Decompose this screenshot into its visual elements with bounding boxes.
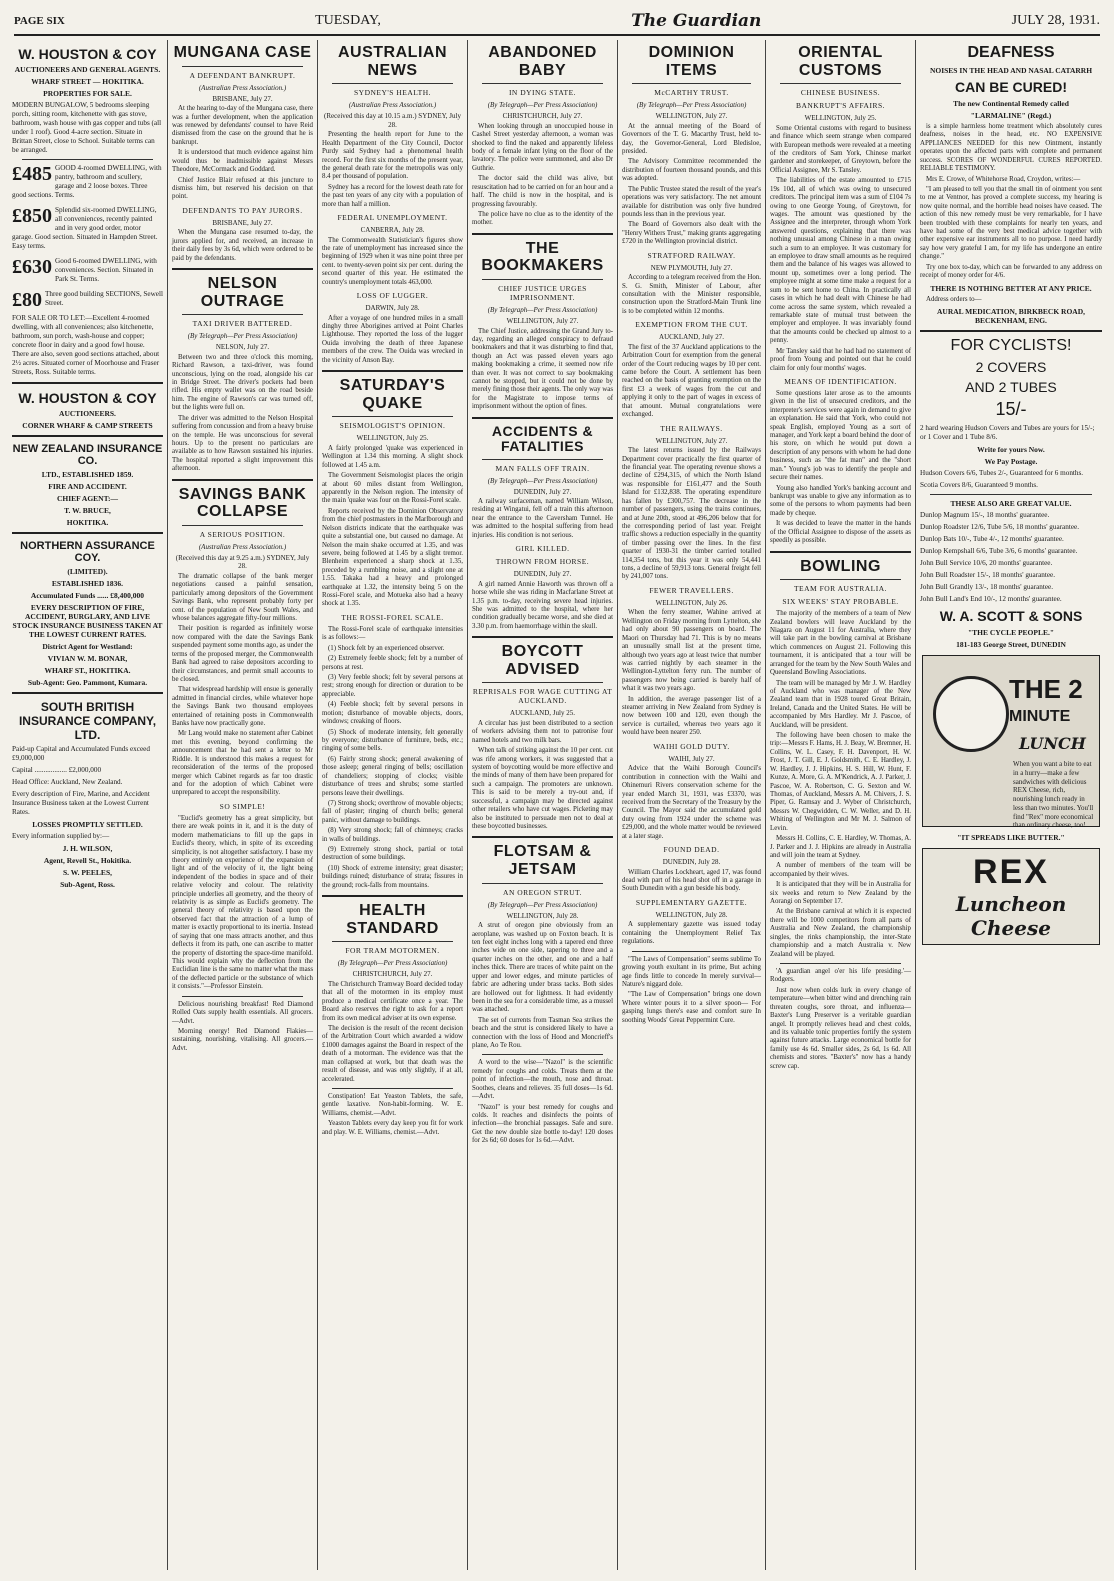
divider [632, 83, 751, 84]
divider [930, 494, 1092, 495]
ad-south-british-title: SOUTH BRITISH INSURANCE COMPANY, LTD. [18, 700, 157, 742]
paragraph: Mr Tansley said that he had had no statement of proof from Young and pointed out that he could claim for only four months' wages. [770, 347, 911, 372]
divider [332, 1088, 453, 1089]
headline: HEALTH STANDARD [346, 902, 439, 937]
ad-northern-title: NORTHERN ASSURANCE COY. [20, 540, 155, 564]
press-credit: (By Telegraph—Per Press Association) [337, 959, 448, 968]
headline: ABANDONED BABY [488, 44, 597, 79]
ad-line: THERE IS NOTHING BETTER AT ANY PRICE. [930, 283, 1092, 293]
paragraph: (10) Shock of extreme intensity; great disaster; buildings ruined; disturbance of strata; fissures in the ground; rock-falls from mountains. [322, 864, 463, 889]
lunch-ad-word: THE [1009, 674, 1061, 705]
press-credit: (By Telegraph—Per Press Association) [487, 476, 598, 485]
paragraph: Messrs H. Collins, C. E. Hardley, W. Thomas, A. J. Parker and J. J. Hipkins are already in Australia and will join the team at Sydney. [770, 835, 911, 859]
paragraph: The Chief Justice, addressing the Grand Jury to-day, regarding an alleged conspiracy to defraud bookmakers and that it was disturbing to find that, though an Act was passed eleven years ago making bookmaking a crime, it seemed now rife than ever. It was not correct to say bookmaking cannot be stopped, but it could not be done by merely fining those their agents. The only way was for the Magistrate to impose terms of imprisonment without the option of fines. [472, 327, 613, 411]
lunch-ad-text [1009, 674, 1083, 705]
paragraph: Reports received by the Dominion Observatory from the chief postmasters in the Marlborough and Nelson districts indicate that the earthquake was quite a substantial one, but caused no damage. At Nelson the main shake occurred at 1.35, and was severe, being followed at 1.45 by a slight tremor. Blenheim experienced a sharp shock at 1.35, preceded by a rumbling noise, and a slight one at 1.55. Takaka had a heavy and prolonged earthquake at 1.32, the intensity being 5 on the Rossi-Forel scale, and Motueka also had a heavy shock at 1.35. [322, 507, 463, 608]
ad-cyclists-title: FOR CYCLISTS! [950, 337, 1072, 355]
subheading: A SERIOUS POSITION. [199, 529, 286, 539]
paragraph: The driver was admitted to the Nelson Hospital suffering from concussion and from a heavy bruise on the temple. He was unconscious for several hours. Up to the present no particulars are available as to how Rawson sustained his injuries. The hospital reported a slight improvement this afternoon. [172, 414, 313, 473]
divider [482, 459, 603, 460]
paragraph: At the annual meeting of the Board of Governors of the T. G. Macarthy Trust, held to-day, the Governor-General, Lord Bledisloe, presided. [622, 122, 761, 155]
paragraph: The Commonwealth Statistician's figures show the rate of unemployment has increased since the beginning of 1929 when it was nine point three per cent. to twenty-seven point six per cent. during the second quarter of this year. He estimated the country's unemployment totals 463,000. [322, 236, 463, 286]
ad-line: HOKITIKA. [66, 518, 109, 527]
subheading: FEDERAL UNEMPLOYMENT. [337, 213, 448, 223]
paragraph: (7) Strong shock; overthrow of movable objects; fall of plaster; ringing of church bells; general panic, without damage to buildings. [322, 799, 463, 824]
lunch-ad-word: MINUTE [1009, 708, 1071, 726]
date: JULY 28, 1931. [1011, 13, 1100, 28]
dateline: (Received this day at 9.25 a.m.) SYDNEY, July 28. [175, 553, 310, 571]
advert: "Nazol" is your best remedy for coughs and colds. It reaches and disinfects the points of infection—the bronchial passages. Safe and sure. Get the new double size bottle to-day! 120 doses for 2s 6d; 60 doses for 1s 6d.—Advt. [472, 1103, 613, 1145]
headline: THE BOOKMAKERS [481, 239, 604, 275]
divider [12, 692, 163, 694]
divider [182, 996, 303, 997]
ad-line: PROPERTIES FOR SALE. [43, 89, 132, 98]
ad-line: NOISES IN THE HEAD AND NASAL CATARRH [929, 66, 1093, 75]
ad-line: LTD., ESTABLISHED 1859. [41, 470, 134, 479]
paragraph: After a voyage of one hundred miles in a small dinghy three Aborigines arrived at Point Charles Lighthouse. They reported the loss of the lugger Ouida involving the death of three Japanese members of the crew. The Ouida was wrecked in the vicinity of Anson Bay. [322, 314, 463, 364]
price: £630 [12, 256, 52, 278]
paragraph: A fairly prolonged 'quake was experienced in Wellington at 1.34 this morning. A slight shock followed at 1.45 a.m. [322, 444, 463, 469]
subheading: MEANS OF IDENTIFICATION. [784, 376, 897, 386]
property-listing [12, 206, 163, 251]
advert: "The Laws of Compensation" seems sublime To growing youth exultant in its prime, But aching age finds little to concede In merely survival—Nature's niggard dole. [622, 955, 761, 988]
subheading: SYDNEY'S HEALTH. [354, 88, 431, 98]
dateline: DARWIN, July 28. [365, 304, 420, 313]
paragraph: Try one box to-day, which can be forwarded to any address on receipt of money order for 4/6. [920, 263, 1102, 280]
ad-line: S. W. PEELES, [63, 868, 112, 877]
subheading: SUPPLEMENTARY GAZETTE. [635, 897, 748, 907]
dateline: WELLINGTON, July 27. [655, 436, 728, 445]
subheading: LOSS OF LUGGER. [356, 291, 429, 301]
dateline: WELLINGTON, July 28. [506, 911, 579, 920]
divider [472, 636, 613, 638]
dateline: NELSON, July 27. [215, 343, 270, 352]
lunch-ad-number: 2 [1068, 674, 1083, 705]
paragraph: (8) Very strong shock; fall of chimneys; cracks in walls of buildings. [322, 827, 463, 843]
press-credit: (By Telegraph—Per Press Association) [487, 101, 598, 110]
ad-deafness-title: DEAFNESS [967, 44, 1055, 61]
ad-text: Scotia Covers 8/6, Guaranteed 9 months. [920, 481, 1038, 490]
subheading: A DEFENDANT BANKRUPT. [189, 70, 296, 80]
property-listing [12, 164, 163, 200]
paragraph: That widespread hardship will ensue is generally admitted in financial circles, while whatever hope the Savings Bank two thousand employees entertained of retaining posts in Commonwealth Banks have now practically gone. [172, 686, 313, 728]
paragraph: Mrs E. Crowe, of Whitehorse Road, Croydon, writes:— [926, 175, 1081, 183]
paragraph: The first of the 37 Auckland applications to the Arbitration Court for exemption from the general order of the Court reducing wages by 10 per cent. came before the Court. A settlement has been reached on the basis of granting exemption on the first £3 a week of wages from the cut and applying it only to the part of wages in excess of that amount. Mutual congratulations were exchanged. [622, 343, 761, 419]
advert: "The Law of Compensation" brings one down Where winter pours it to a silver spoon— For gasping lungs there's ease and comfort sure In soothing Woods' Great Peppermint Cure. [622, 991, 761, 1024]
subheading: AN OREGON STRUT. [503, 887, 582, 897]
paragraph: Some Oriental customs with regard to business and finance which seem strange when compared with European methods were revealed at a meeting of the creditors of Sam York, Chinese market gardener and storekeeper, of Greytown, before the Official Assignee, Mr S. Tansley. [770, 124, 912, 174]
divider [182, 66, 303, 67]
columns [8, 40, 1106, 1570]
paragraph: (6) Fairly strong shock; general awakening of those asleep; general ringing of bells; oscillation of chandeliers; stopping of clocks; visible disturbance of trees and shrubs; some startled persons leave their dwellings. [322, 755, 463, 797]
dateline: WAIHI, July 27. [668, 754, 715, 763]
divider [332, 416, 453, 417]
subheading: IN DYING STATE. [508, 88, 577, 98]
dateline: (Received this day at 10.15 a.m.) SYDNEY, July 28. [324, 112, 461, 129]
paragraph: The Christchurch Tramway Board decided today that all of the motormen in its employ must produce a medical certificate once a year. The Board also reserves the right to ask for a report from its own medical adviser at its own expense. [322, 980, 463, 1022]
paragraph: The latest returns issued by the Railways Department cover practically the first quarter of the financial year. The operating revenue shows a decline of £294,315, of which the North Island was responsible for £161,477 and the South Island for £132,838. The operating expenditure has fallen by £300,757. The decrease in the number of passengers, using the trains continues, and at June 20th, stood at 496,206 below that for the corresponding period of last year. Freight traffic shows a reduction especially in the quantity of timber passing over the lines. In the first quarter of 1930-31 the timber carried totalled 114,354 tons, but this year it was only 54,441 tons, a decline of 59,913 tons. General freight fell by 241,007 tons. [622, 447, 761, 581]
page-number: PAGE SIX [14, 15, 65, 27]
ad-line: THESE ALSO ARE GREAT VALUE. [950, 499, 1072, 509]
paragraph: "Euclid's geometry has a great simplicity, but there are weak points in it, and it is the duty of modern mathematicians to fill up the gaps in Euclid's theory, which, in spite of its exceeding simplicity, is not altogether satisfactory. I base my theory entirely on experience of the expansion of light and of the velocity of it, the light being independent of the bodies in space and of their relative velocity and colour. The relativity principle underlies all geometry, and the theory of relativity is as simple as Euclid's geometry. The general theory of relativity is based upon the observed fact that the attraction of a lump of matter is exactly proportional to its inertia. Instead of saying that one mass attracts another, and thus deflects it from its path, one can ascribe to matter the property of distorting the space-time manifold. This would explain why the deflection from the Euclidian line is the same no matter what the mass of the deflected particle or the substance of which it consists."—Professor Einstein. [172, 814, 313, 991]
paragraph: The doctor said the child was alive, but resuscitation had to be carried on for an hour and a half. The child is now in the hospital, and is progressing favourably. [472, 175, 613, 208]
ad-line: J. H. WILSON, [62, 844, 113, 853]
subheading: CHIEF JUSTICE URGES IMPRISONMENT. [498, 283, 587, 302]
ad-text: Every information supplied by:— [12, 832, 110, 840]
divider [22, 159, 153, 160]
paper-title: The Guardian [631, 11, 762, 31]
paragraph: (5) Shock of moderate intensity, felt generally by everyone; disturbance of furniture, beds, etc.; ringing of some bells. [322, 728, 463, 753]
subheading: SEISMOLOGIST'S OPINION. [339, 421, 446, 431]
paragraph: Chief Justice Blair refused at this juncture to dismiss him, but reserved his decision on that point. [172, 176, 313, 201]
divider [482, 83, 603, 84]
paragraph: William Charles Lockheart, aged 17, was found dead with part of his head shot off in a garage in South Dunedin with a gun beside his body. [622, 868, 761, 893]
paragraph: The dramatic collapse of the bank merger negotiations caused a painful sensation, particularly among depositors of the Government Savings Bank, who represent probably forty per cent. of the population of New South Wales, and whose balances aggregate fifty-four millions. [172, 572, 313, 622]
paragraph: The liabilities of the estate amounted to £715 19s 10d, all of which was owing to unsecured creditors. The principal item was a sum of £104 7s owing to one George Young, of Greytown, for wages. The amount was questioned by the Assignee and the interpreter, through whom York answered questions, explaining that there was nothing unusual among Chinese in a man owing such a sum to an employee. It was customary for an employee to draw small amounts as he required them and the balance of his wages was allowed to mount up, sometimes over a long period. The employee might at some time make a request for a sum to be sent home to China. In practically all cases in which he had dealt with Chinese he had come across the same system, which revealed a remarkable state of mutual trust between the employer and employee. It was invariably found that the amounts could be checked up almost to a penny. [770, 177, 911, 345]
listing-text: Splendid six-roomed DWELLING, all conveniences, recently painted and in very good order, motor garage. Good section. Situated in Hampden Street. Easy terms. [12, 206, 158, 250]
paragraph: The Public Trustee stated the result of the year's operations was very satisfactory. The net amount available for distribution was only five hundred pounds less than in the previous year. [622, 185, 761, 218]
dateline: NEW PLYMOUTH, July 27. [650, 263, 733, 272]
ad-line: LOSSES PROMPTLY SETTLED. [32, 820, 143, 829]
paragraph: The set of currents from Tasman Sea strikes the beach and the strut is considered likely to have a connection with the loss of Hood and Moncrieff's plane, Ao Te Rou. [472, 1016, 613, 1050]
paragraph: It is anticipated that they will be in Australia for six weeks and return to New Zealand by the Aorangi on September 17. [770, 881, 911, 906]
paragraph: The Advisory Committee recommended the distribution of fourteen thousand pounds, and this was adopted. [622, 158, 761, 183]
paragraph: (1) Shock felt by an experienced observer. [328, 644, 445, 652]
subheading: CHINESE BUSINESS. [800, 88, 881, 98]
ad-line: 2 COVERS [975, 359, 1047, 376]
day: TUESDAY, [315, 13, 381, 28]
dateline: BRISBANE, July 27. [212, 94, 273, 103]
column-1 [8, 40, 168, 1570]
advert: Just now when colds lurk in every change of temperature—when bitter wind and drenching rain threaten coughs, sore throat, and influenza—Baxter's Lung Preserver is a veritable guardian angel. It promptly relieves head and chest colds, and its valuable tonic properties fortify the system against future attacks. Large economical bottle for family use 4s 6d. Smaller sides, 2s 6d, 1s 6d. All chemists and stores. "Baxter's" now has a handy screw cap. [770, 986, 911, 1070]
advert: 'A guardian angel o'er his life presiding.'—Rodgers. [770, 968, 911, 984]
price: £850 [12, 205, 52, 227]
press-credit: (By Telegraph—Per Press Association) [636, 101, 747, 110]
headline: SAVINGS BANK COLLAPSE [178, 485, 307, 521]
ad-line: Write for yours Now. [977, 445, 1045, 455]
paragraph: The Government Seismologist places the origin at about 60 miles distant from Wellington, apparently in the Nelson region. The intensity of the main 'quake was four on the Rossi-Forel scale. [322, 472, 463, 505]
subheading: GIRL KILLED. [515, 544, 570, 554]
dateline: DUNEDIN, July 27. [513, 487, 572, 496]
paragraph: Advice that the Waihi Borough Council's contribution in connection with the Waihi and Ohinemuri Rivers conservation scheme for the year ended March 31, 1931, was £3370, was received from the Secretary of the Treasury by the Council. The Mayor said the accumulated gold duty owing from 1924 under the scheme was £29,000, and the whole matter would be reviewed at a later stage. [622, 765, 761, 840]
dateline: AUCKLAND, July 27. [659, 333, 724, 342]
paragraph: The following have been chosen to make the trip:—Messrs F. Hams, H. J. Beay, W. Bremner, H. Collins, W. L. Casey, F. H. Davenport, H. W. Frost, J. T. Gill, E. J. Goldsmith, C. E. Hardley, J. W. Hardley, J. J. Hipkins, H. S. Hill, W. Hunt, F. Kunze, A. More, G. A. M'Kendrick, A. J. Parker, J. Pascoe, W. A. Robertson, C. G. Sexton and W. Thomas, of Auckland, Messrs A. M. Chivers, J. S. Piper, G. Ramsay and J. Wyber of Christchurch, Messrs W. Chegwidden, C. W. Weller, and D. H. Whiting of Wellington and Mr M. J. Salmon of Levin. [770, 732, 911, 832]
ad-line: "LARMALINE" (Regd.) [970, 111, 1052, 120]
ad-line: "IT SPREADS LIKE BUTTER." [957, 833, 1065, 843]
rex-logo: REX [973, 853, 1049, 892]
advert: Constipation! Eat Yeaston Tablets, the safe, gentle laxative. Non-habit-forming. W. E. Williams, chemist.—Advt. [322, 1092, 463, 1117]
dateline: WELLINGTON, July 25. [356, 434, 429, 443]
divider [172, 268, 313, 270]
paragraph: (9) Extremely strong shock, partial or total destruction of some buildings. [322, 846, 463, 862]
ad-line: FIRE AND ACCIDENT. [48, 482, 127, 491]
subheading: FOR TRAM MOTORMEN. [345, 946, 440, 956]
subheading: THE RAILWAYS. [660, 423, 723, 433]
divider [920, 330, 1102, 332]
press-credit: (By Telegraph—Per Press Association) [187, 332, 298, 341]
paragraph: Presenting the health report for June to the Health Department of the City Council, Doctor Purdy said Sydney had a phenomenal health record. For the first six months of the present year, the general death rate for the metropolis was only 8.4 per thousand of population. [322, 131, 463, 181]
tyre-item: Dunlop Roadster 12/6, Tube 5/6, 18 months' guarantee. [920, 523, 1080, 532]
tyre-item: Dunlop Magnum 15/-, 18 months' guarantee. [920, 511, 1050, 520]
dateline: AUCKLAND, July 25. [510, 709, 575, 718]
paragraph: It is understood that much evidence against him would thus be inadmissible against Messrs Theodore, McCormack and Goddard. [172, 149, 313, 174]
dateline: WELLINGTON, July 27. [506, 316, 579, 325]
lunch-ad-body: When you want a bite to eat in a hurry—make a few sandwiches with delicious REX Cheese, rich, nourishing lunch ready in less than two minutes. You'll find "Rex" more economical than ordinary cheese, too! [1013, 760, 1094, 830]
headline: ACCIDENTS & FATALITIES [491, 422, 594, 455]
dateline: WELLINGTON, July 28. [655, 910, 728, 919]
subheading: THROWN FROM HORSE. [495, 557, 590, 567]
paragraph: A number of members of the team will be accompanied by their wives. [770, 862, 911, 878]
subheading: SIX WEEKS' STAY PROBABLE. [782, 597, 899, 607]
divider [632, 951, 751, 952]
headline: DOMINION ITEMS [648, 44, 735, 79]
headline: MUNGANA CASE [173, 44, 312, 61]
headline: FLOTSAM & JETSAM [493, 843, 592, 878]
paragraph: In addition, the average passenger list of a steamer arriving in New Zealand from Sydney is now between 100 and 120, even though the service is curtailed, whereas two years ago it would have been nearer 250. [622, 695, 761, 737]
paragraph: (4) Feeble shock; felt by several persons in motion; disturbance of movable objects, doors, windows; creaking of floors. [322, 701, 463, 726]
divider [182, 314, 303, 315]
paragraph: (2) Extremely feeble shock; felt by a number of persons at rest. [322, 655, 463, 671]
paragraph: Mr Lang would make no statement after Cabinet met this evening, beyond confirming the announcement that he had sent a letter to Mr Riddle. It is understood this makes a request for reconsideration of the terms of the proposed merger which Cabinet regards as far too drastic and for the adoption of which Cabinet were unprepared to accept the responsibility. [172, 730, 313, 797]
advert: Yeaston Tablets every day keep you fit for work and play. W. E. Williams, chemist.—Advt. [322, 1120, 463, 1136]
paragraph: According to a telegram received from the Hon. S. G. Smith, Minister of Labour, after consultation with the Minister responsible, construction upon the Stratford-Main Trunk line is to be completed within 12 months. [622, 274, 761, 315]
paragraph: At the hearing to-day of the Mungana case, there was a further development, when the application was renewed by defendants' counsel to have Reid dismissed from the case on the ground that he is bankrupt. [172, 105, 313, 146]
paragraph: When the ferry steamer, Wahine arrived at Wellington on Friday morning from Lyttelton, she had only about 90 passengers on board. The Maori on Thursday had 71. This is by no means an unusually small list at the present time, although two years ago at least twice that number was carried nightly by each steamer in the Wellington-Lyttelton ferry run. The number of passengers now being carried is barely half of what it was two years ago. [622, 609, 761, 693]
subheading: THE ROSSI-FOREL SCALE. [341, 612, 444, 622]
column-5 [618, 40, 766, 1570]
dateline: WELLINGTON, July 27. [655, 112, 728, 121]
paragraph: Between two and three o'clock this morning, Richard Rawson, a taxi-driver, was found unconscious, lying on the road, alongside his car in Bridge Street. The driver's pockets had been rifled. His empty wallet was on the road beside him. The engine of Rawson's car was turned off, but the lights were full on. [172, 353, 313, 412]
ad-text: Paid-up Capital and Accumulated Funds exceed £9,000,000 [12, 745, 150, 762]
column-4 [468, 40, 618, 1570]
ad-text: MODERN BUNGALOW, 5 bedrooms sleeping porch, sitting room, kitchenette with gas stove, bathroom, wash house with gas copper and tubs (all under 1 roof). Good 4-acre section. Situate in Brittan Street, close to School. Suitable terms can be arranged. [12, 101, 162, 154]
ad-text: FOR SALE OR TO LET:—Excellent 4-roomed dwelling, with all conveniences; also kitchenette, bathroom, sun porch, wash-house and copper; concrete floor in dairy and a good fowl house. There are also, seven good sections attached, about 2½ acres. Situated corner of Moorhouse and Fraser Streets, Ross. Suitable terms. [12, 314, 160, 376]
headline: AUSTRALIAN NEWS [338, 44, 447, 79]
paragraph: When the Mungana case resumed to-day, the jurors applied for, and received, an increase in their daily fees by 3s 6d, which were ordered to be paid by the defendants. [172, 229, 313, 262]
advert: A word to the wise—"Nazol" is the scientific remedy for coughs and colds. Treats them at the point of infection—the mouth, nose and throat. Soothes, cleans and relieves. 35 full doses—1s 6d.—Advt. [472, 1059, 613, 1101]
ad-line: WHARF ST., HOKITIKA. [44, 666, 131, 675]
tyre-item: Dunlop Bats 10/-, Tube 4/-, 12 months' guarantee. [920, 535, 1064, 544]
paragraph: A circular has just been distributed to a section of workers advising them not to patronise four named hotels and two milk bars. [472, 719, 613, 744]
subheading: TEAM FOR AUSTRALIA. [793, 584, 888, 594]
divider [472, 233, 613, 235]
ad-line: WHARF STREET — HOKITIKA. [31, 77, 144, 86]
subheading: DEFENDANTS TO PAY JURORS. [182, 205, 303, 215]
rex-product: Luncheon Cheese [955, 892, 1067, 941]
column-6 [766, 40, 916, 1570]
ad-line: Sub-Agent, Ross. [60, 880, 115, 889]
headline: NELSON OUTRAGE [200, 274, 285, 310]
divider [780, 963, 901, 964]
dateline: DUNEDIN, July 28. [662, 858, 721, 867]
ad-nz-insurance-title: NEW ZEALAND INSURANCE CO. [12, 443, 163, 467]
press-credit: (Australian Press Association.) [198, 542, 287, 551]
subheading: STRATFORD RAILWAY. [647, 250, 736, 260]
paragraph: Sydney has a record for the lowest death rate for the past ten years of any city with a population of more than half a million. [322, 183, 463, 208]
paragraph: When looking through an unoccupied house in Cashel Street yesterday afternoon, a woman was shocked to find the naked and apparently lifeless body of a female infant lying on the floor of the lavatory. The police were summoned, and also Dr Guthrie. [472, 122, 613, 172]
ad-line: Sub-Agent: Geo. Pammont, Kumara. [27, 678, 148, 687]
divider [182, 525, 303, 526]
dateline: WELLINGTON, July 25. [804, 114, 877, 123]
dateline: CANBERRA, July 28. [360, 226, 425, 235]
ad-text: Head Office: Auckland, New Zealand. [12, 778, 123, 786]
dateline: DUNEDIN, July 27. [513, 570, 572, 579]
divider [12, 435, 163, 437]
listing-text: GOOD 4-roomed DWELLING, with pantry, bathroom and scullery, garage and 2 loose boxes. Three good sections. Terms. [12, 164, 162, 199]
subheading: McCARTHY TRUST. [654, 88, 729, 98]
advert: Delicious nourishing breakfast! Red Diamond Rolled Oats supply health essentials. All grocers.—Advt. [172, 1000, 313, 1025]
property-listing [12, 289, 163, 311]
property-listing [12, 257, 163, 284]
listing-text: Three good building SECTIONS, Sewell Street. [45, 290, 163, 307]
subheading: EXEMPTION FROM THE CUT. [635, 320, 748, 330]
ad-text: 2 hard wearing Hudson Covers and Tubes are yours for 15/-; or 1 Cover and 1 Tube 8/6. [920, 424, 1095, 442]
price: £80 [12, 289, 42, 311]
column-2 [168, 40, 318, 1570]
masthead [14, 8, 1100, 36]
dateline: CHRISTCHURCH, July 27. [352, 970, 433, 979]
paragraph: A railway surfaceman, named William Wilson, residing at Wingatui, fell off a train this afternoon near the entrance to the Caversham Tunnel. He was admitted to the hospital suffering from head injuries. His condition is not serious. [472, 498, 613, 539]
ad-line: T. W. BRUCE, [64, 506, 111, 515]
divider [780, 83, 901, 84]
divider [472, 417, 613, 419]
paragraph: Some questions later arose as to the amounts given in the list of unsecured creditors, and the interpreter's services were again in demand to give an explanation. He said that York, who could not speak English, employed Young as a sort of manager, and York kept a board behind the door of his store, on which he would put down a description of any persons with whom he had done business, such as "the fat man" and the "short man." Young's job was to identify the people and secure their names. [770, 389, 911, 482]
paragraph: "I am pleased to tell you that the small tin of ointment you sent to me at Ventnor, has proved a complete success, my hearing is now quite normal, and the horrible head noises have ceased. The action of this new remedy must be very remarkable, for I have been troubled with these complaints for nearly ten years, and have had some of the very best medical advice together with other expensive ear instruments all to no purpose. I need hardly say how very grateful I am, for my life has undergone an entire change." [920, 185, 1102, 261]
ad-line: CHIEF AGENT:— [56, 494, 119, 503]
subheading: BANKRUPT'S AFFAIRS. [795, 101, 886, 111]
divider [482, 682, 603, 683]
press-credit: (Australian Press Association.) [198, 83, 287, 92]
subheading: FEWER TRAVELLERS. [649, 585, 734, 595]
tyre-item: Dunlop Kempshall 6/6, Tube 3/6, 6 months' guarantee. [920, 547, 1078, 556]
ad-text: Every description of Fire, Marine, and Accident Insurance Business taken at the Lowest Current Rates. [12, 790, 150, 816]
headline: BOWLING [800, 557, 881, 575]
press-credit: (Australian Press Association.) [348, 101, 437, 110]
divider [780, 579, 901, 580]
ad-line: Agent, Revell St., Hokitika. [43, 856, 132, 865]
paragraph: Their position is regarded as infinitely worse now compared with the date the Savings Bank suspended payment some months ago, as under the terms of the proposed merger, the Commonwealth Bank had agreed to raise depositors according to their circumstances, and permit small accounts to be closed. [172, 625, 313, 683]
headline: SATURDAY'S QUAKE [339, 377, 446, 412]
paragraph: A strut of oregon pine obviously from an aeroplane, was washed up on Foxton beach. It is ten feet eight inches long with a tapered end three inches wide on one side, tapering to three and a quarter inches on the other, and one and a half inches thick. There are traces of white paint on the upper and lower edges, and minute particles of fabric are adhering under brass tacks. Both sides are hollowed out for lightness. It had evidently been in the sea for a considerable time, as a mussel was attached. [472, 922, 613, 1014]
ad-line: 181-183 George Street, DUNEDIN [956, 640, 1066, 650]
rex-lunch-ad [922, 655, 1100, 830]
divider [332, 941, 453, 942]
press-credit: (By Telegraph—Per Press Association) [487, 305, 598, 314]
ad-line: "THE CYCLE PEOPLE." [967, 628, 1055, 638]
ad-text: Capital .................. £2,000,000 [12, 766, 102, 774]
tyre-item: John Bull Roadster 15/-, 18 months' guarantee. [920, 571, 1056, 580]
ad-line: ESTABLISHED 1836. [51, 579, 124, 588]
divider [172, 479, 313, 481]
paragraph: The Rossi-Forel scale of earthquake intensities is as follows:— [322, 625, 463, 642]
ad-houston-title: W. HOUSTON & COY [18, 390, 157, 406]
price: £485 [12, 163, 52, 185]
dateline: BRISBANE, July 27. [212, 218, 273, 227]
ad-price: 15/- [995, 399, 1027, 420]
headline: BOYCOTT ADVISED [501, 643, 584, 678]
paragraph: (3) Very feeble shock; felt by several persons at rest; strong enough for direction or duration to be appreciable. [322, 674, 463, 698]
paragraph: A supplementary gazette was issued today containing the Unemployment Relief Tax regulations. [622, 921, 761, 946]
ad-line: CAN BE CURED! [955, 79, 1067, 95]
headline: ORIENTAL CUSTOMS [798, 44, 883, 79]
lunch-ad-word: LUNCH [1019, 734, 1086, 754]
divider [322, 370, 463, 372]
paragraph: The majority of the members of a team of New Zealand bowlers will leave Auckland by the Niagara on August 11 for Australia, where they will take part in the bowling carnival at Brisbane which commences on August 21. Following this tournament, it is anticipated that a tour will be arranged for the team by the New South Wales and Queensland Bowling Associations. [770, 610, 911, 677]
subheading: SO SIMPLE! [219, 801, 266, 811]
paragraph: Young also handled York's banking account and bankrupt was unable to give any information as to some of the persons to whom payments had been made by cheque. [770, 484, 911, 517]
ad-line: CORNER WHARF & CAMP STREETS [22, 421, 153, 430]
ad-line: Accumulated Funds ...... £8,400,000 [30, 591, 145, 600]
subheading: FOUND DEAD. [663, 845, 720, 855]
subheading: TAXI DRIVER BATTERED. [192, 319, 293, 329]
paragraph: is a simple harmless home treatment which absolutely cures deafness, noises in the head, etc. NO EXPENSIVE APPLIANCES NEEDED for this new Ointment, instantly operates upon the affected parts with complete and permanent success. SCORES OF WONDERFUL CURES REPORTED. RELIABLE TESTIMONY. [920, 123, 1102, 173]
ad-line: AURAL MEDICATION, BIRKBECK ROAD, BECKENHAM, ENG. [936, 307, 1085, 326]
ad-line: AUCTIONEERS AND GENERAL AGENTS. [14, 65, 161, 74]
divider [12, 382, 163, 384]
advert: Morning energy! Red Diamond Flakies—sustaining, nourishing, vitalising. All grocers.—Advt. [172, 1027, 313, 1052]
tyre-item: John Bull Service 10/6, 20 months' guarantee. [920, 559, 1053, 568]
rex-cheese-ad [922, 848, 1100, 945]
paragraph: It was decided to leave the matter in the hands of the Official Assignee to dispose of the assets as speedily as possible. [770, 520, 911, 545]
paragraph: When talk of striking against the 10 per cent. cut was rife among workers, it was suggested that a system of boycotting would be more effective and the minds of many of them have been prepared for such a campaign. The promoters are unknown. This is said to be merely a try-out and, if successful, a campaign may be directed against other retailers who have cut wages. Picketing may also be instituted to persuade men not to deal at these boycotted businesses. [472, 747, 613, 830]
paragraph: A girl named Annie Haworth was thrown off a horse while she was riding in Macfarlane Street at 1.35 p.m. to-day, receiving severe head injuries. She was admitted to the hospital, where her condition gradually became worse, and she died at 3.30 p.m. from haemorrhage within the skull. [472, 580, 613, 630]
ad-line: AUCTIONEERS. [59, 409, 116, 418]
ad-line: EVERY DESCRIPTION OF FIRE, ACCIDENT, BURGLARY, AND LIVE STOCK INSURANCE BUSINESS TAKEN AT THE LOWEST CURRENT RATES. [12, 603, 163, 639]
ad-line: The new Continental Remedy called [953, 99, 1069, 108]
ad-houston-title: W. HOUSTON & COY [18, 46, 157, 62]
divider [482, 279, 603, 280]
tyre-item: John Bull Land's End 10/-, 12 months' guarantee. [920, 595, 1062, 604]
listing-text: Good 6-roomed DWELLING, with conveniences. Section. Situated in Park St. Terms. [55, 257, 157, 283]
divider [482, 883, 603, 884]
press-credit: (By Telegraph—Per Press Association) [487, 900, 598, 909]
divider [12, 532, 163, 534]
paragraph: At the Brisbane carnival at which it is expected there will be 1000 competitors from all parts of Australia and New Zealand, the championship singles, the rinks championship, the inter-State championship and a match Australia v. New Zealand will be played. [770, 908, 911, 958]
subheading: WAIHI GOLD DUTY. [653, 741, 730, 751]
column-3 [318, 40, 468, 1570]
clock-icon [933, 676, 1009, 752]
ad-line: AND 2 TUBES [965, 379, 1057, 396]
paragraph: The decision is the result of the recent decision of the Arbitration Court which awarded a widow £1000 damages against the Board in respect of the death of a motorman. The evidence was that the man collapsed at work, but that death was the result of disease, and was only slightly, if at all, accelerated. [322, 1024, 463, 1083]
dateline: WELLINGTON, July 26. [655, 598, 728, 607]
ad-line: (LIMITED). [67, 567, 108, 576]
divider [482, 1054, 603, 1055]
ad-scott-title: W. A. SCOTT & SONS [939, 608, 1083, 625]
paragraph: The police have no clue as to the identity of the mother. [472, 210, 613, 227]
paragraph: Address orders to— [926, 295, 982, 303]
subheading: REPRISALS FOR WAGE CUTTING AT AUCKLAND. [472, 687, 613, 706]
tyre-item: John Bull Grandly 13/-, 18 months' guarantee. [920, 583, 1054, 592]
ad-line: VIVIAN W. M. BONAR, [47, 654, 128, 663]
subheading: MAN FALLS OFF TRAIN. [495, 463, 590, 473]
divider [770, 551, 911, 553]
divider [332, 83, 453, 84]
ad-line: District Agent for Westland: [42, 642, 133, 651]
dateline: CHRISTCHURCH, July 27. [502, 112, 583, 121]
divider [322, 895, 463, 897]
paragraph: The Board of Governors also dealt with the "Henry Withers Trust," making grants aggregating £720 in the Wellington provincial district. [622, 221, 761, 246]
ad-line: We Pay Postage. [984, 457, 1038, 467]
paragraph: The team will be managed by Mr J. W. Hardley of Auckland who was manager of the New Zealand team that in 1928 toured Great Britain, Ireland, Canada and the United States. He will be accompanied by Mrs Hardley. Mr J. Pascoe, of Auckland, will be president. [770, 679, 911, 729]
divider [472, 836, 613, 838]
ad-text: Hudson Covers 6/6, Tubes 2/-, Guaranteed for 6 months. [920, 469, 1084, 478]
column-7 [916, 40, 1106, 1570]
